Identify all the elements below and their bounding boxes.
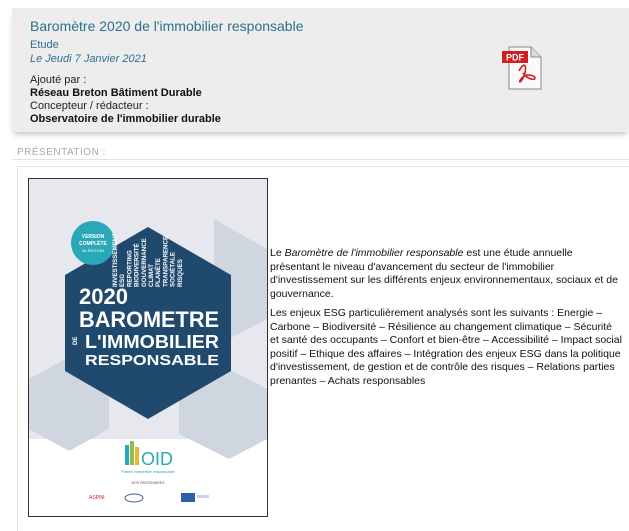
cover-theme-word: GOUVERNANCE <box>140 238 148 287</box>
cover-version-line3: 3e ÉDITION <box>82 248 104 253</box>
description-p1-prefix: Le <box>270 247 285 259</box>
description-p2: Les enjeux ESG particulièrement analysés sont les suivants : Energie – Carbone – Biodiversité – Résilience au changement climatique – Sécurité et santé des occupants – Confort et bien-être – Accessibilité – Impact social positif – Ethique des affaires – Intégration des enjeux ESG dans la politique d'investissement, de gestion et de contrôle des risques – Relations parties prenantes – Achats responsables <box>270 307 622 387</box>
cover-theme-word: REPORTING <box>126 250 134 287</box>
report-cover-image[interactable] <box>28 178 268 517</box>
author-label: Concepteur / rédacteur : <box>30 100 149 112</box>
cover-theme-word: BIODIVERSITÉ <box>133 243 141 287</box>
oid-logo-text: OID <box>141 449 174 469</box>
cover-theme-word: RISQUES <box>176 259 184 287</box>
cover-theme-word: CLIMAT <box>148 264 155 287</box>
description-p1-italic: Baromètre de l'immobilier responsable <box>284 247 464 259</box>
pdf-download-icon[interactable] <box>501 45 545 91</box>
cover-title-line3: RESPONSABLE <box>85 352 219 369</box>
cover-theme-word: SOCIÉTALE <box>169 252 177 287</box>
description-p1-rest: est une étude annuelle présentant le niveau d'avancement du secteur de l'immobilier d'investissement sur les différents enjeux environnementaux, sociaux et de gouvernance. <box>270 247 618 300</box>
pdf-label: PDF <box>506 52 524 63</box>
section-title: PRÉSENTATION : <box>17 147 106 158</box>
oid-logo-sub: Planet immobilier responsable <box>121 469 175 474</box>
document-header <box>12 8 629 132</box>
author-value[interactable]: Observatoire de l'immobilier durable <box>30 113 221 125</box>
cover-title-de: DE <box>73 336 79 345</box>
description-p1 <box>270 247 622 301</box>
cover-theme-word: PLANÈTE <box>155 258 163 287</box>
partner-logo-3 <box>181 493 195 502</box>
cover-version-line1: VERSION <box>81 234 105 240</box>
added-by-label: Ajouté par : <box>30 74 87 86</box>
partner-aspim: ASPIM <box>89 495 105 501</box>
document-type: Etude <box>30 39 59 51</box>
document-date: Le Jeudi 7 Janvier 2021 <box>30 53 147 65</box>
cover-theme-word: TRANSPARENCE <box>162 235 170 287</box>
cover-year: 2020 <box>79 284 128 309</box>
cover-title-line1: BAROMETRE <box>79 307 219 332</box>
document-title: Baromètre 2020 de l'immobilier responsable <box>30 18 304 34</box>
added-by-value[interactable]: Réseau Breton Bâtiment Durable <box>30 87 202 99</box>
cover-version-line2: COMPLÈTE <box>79 241 107 247</box>
partner-logo-3-text <box>197 495 209 498</box>
partners-label: NOS PARTENAIRES <box>131 481 165 485</box>
cover-theme-word: ESG <box>119 273 127 287</box>
cover-title-line2: L'IMMOBILIER <box>85 332 219 352</box>
description <box>270 247 622 394</box>
cover-theme-word: INVESTISSEMENT <box>112 233 119 287</box>
section-divider <box>12 159 629 160</box>
